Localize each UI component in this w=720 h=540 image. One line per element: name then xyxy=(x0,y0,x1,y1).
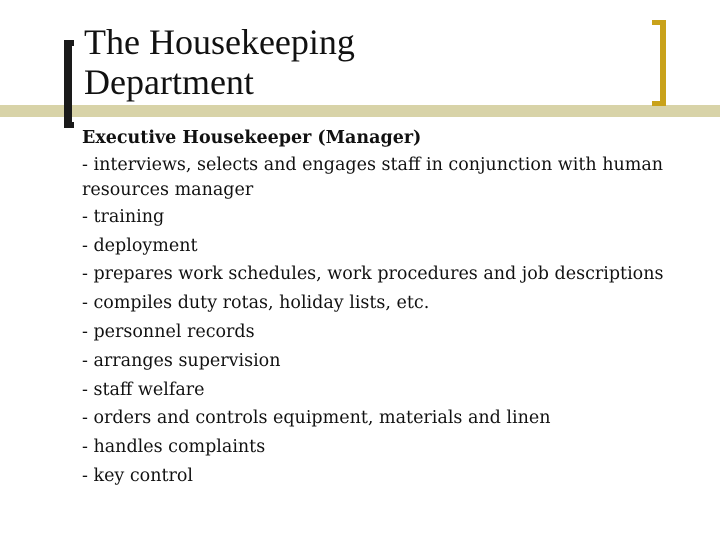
right-bracket-decoration xyxy=(652,20,666,106)
duty-item: - orders and controls equipment, materials and linen xyxy=(82,408,551,429)
duty-item: - staff welfare xyxy=(82,379,205,400)
duty-item: - deployment xyxy=(82,235,198,256)
role-heading: Executive Housekeeper (Manager) xyxy=(82,128,422,148)
duty-item: - training xyxy=(82,206,165,227)
duty-item: - arranges supervision xyxy=(82,350,281,371)
duty-item: - personnel records xyxy=(82,321,255,342)
duty-item: - compiles duty rotas, holiday lists, etc. xyxy=(82,293,430,314)
duty-item: - key control xyxy=(82,465,194,486)
left-bracket-decoration xyxy=(64,40,74,128)
slide-title-line-1: The Housekeeping xyxy=(84,22,355,62)
slide-content xyxy=(82,124,692,491)
duty-item: - prepares work schedules, work procedures and job descriptions xyxy=(82,264,664,285)
slide-title-line-2: Department xyxy=(84,62,254,102)
duty-item: - interviews, selects and engages staff in conjunction with human resources manager xyxy=(82,154,664,200)
title-accent-band xyxy=(0,105,720,117)
slide-title xyxy=(84,22,644,102)
duty-item: - handles complaints xyxy=(82,437,266,458)
